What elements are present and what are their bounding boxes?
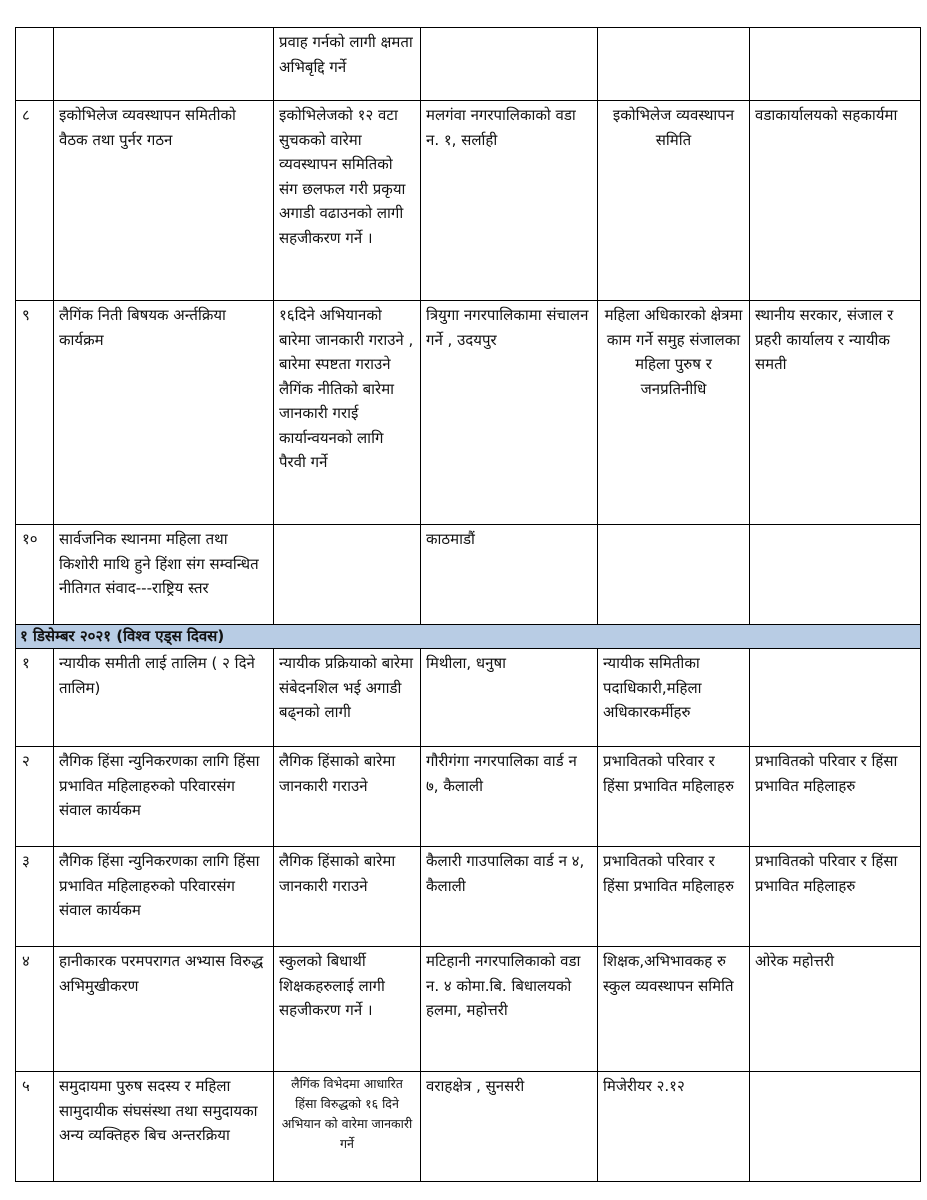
activity-cell: लैगिक हिंसा न्युनिकरणका लागि हिंसा प्रभावित महिलाहरुको परिवारसंग संवाल कार्यकम xyxy=(54,847,274,947)
table-row xyxy=(16,649,921,747)
purpose-cell: लैगिक हिंसाको बारेमा जानकारी गराउने xyxy=(274,747,421,847)
row-number: ८ xyxy=(16,101,54,301)
table-row xyxy=(16,1072,921,1182)
location-cell: कैलारी गाउपालिका वार्ड न ४, कैलाली xyxy=(421,847,598,947)
participants-cell xyxy=(598,28,750,101)
location-cell: त्रियुगा नगरपालिकामा संचालन गर्ने , उदयपुर xyxy=(421,301,598,525)
row-number: ४ xyxy=(16,947,54,1072)
table-row xyxy=(16,301,921,525)
location-cell: काठमाडौं xyxy=(421,525,598,625)
activity-table xyxy=(15,27,921,1182)
activity-cell: इकोभिलेज व्यवस्थापन समितीको वैठक तथा पुर्नर गठन xyxy=(54,101,274,301)
purpose-cell: स्कुलको बिधार्थी शिक्षकहरुलाई लागी सहजीकरण गर्ने । xyxy=(274,947,421,1072)
row-number: ३ xyxy=(16,847,54,947)
coordination-cell xyxy=(750,525,921,625)
participants-cell: शिक्षक,अभिभावकह रु स्कुल व्यवस्थापन समिति xyxy=(598,947,750,1072)
participants-cell: प्रभावितको परिवार र हिंसा प्रभावित महिलाहरु xyxy=(598,847,750,947)
purpose-cell: लैगिक हिंसाको बारेमा जानकारी गराउने xyxy=(274,847,421,947)
activity-cell: लैगिक हिंसा न्युनिकरणका लागि हिंसा प्रभावित महिलाहरुको परिवारसंग संवाल कार्यकम xyxy=(54,747,274,847)
location-cell: मटिहानी नगरपालिकाको वडा न. ४ कोमा.बि. बिधालयको हलमा, महोत्तरी xyxy=(421,947,598,1072)
table-row xyxy=(16,101,921,301)
coordination-cell: ओरेक महोत्तरी xyxy=(750,947,921,1072)
participants-cell: इकोभिलेज व्यवस्थापन समिति xyxy=(598,101,750,301)
coordination-cell xyxy=(750,649,921,747)
table-row xyxy=(16,847,921,947)
table-row xyxy=(16,947,921,1072)
activity-cell: लैगिंक निती बिषयक अर्न्तक्रिया कार्यक्रम xyxy=(54,301,274,525)
activity-cell: सार्वजनिक स्थानमा महिला तथा किशोरी माथि हुने हिंशा संग सम्वन्धित नीतिगत संवाद---राष्ट्रिय स्तर xyxy=(54,525,274,625)
activity-cell: हानीकारक परमपरागत अभ्यास विरुद्ध अभिमुखीकरण xyxy=(54,947,274,1072)
purpose-cell: लैगिंक विभेदमा आधारित हिंसा विरुद्धको १६ दिने अभियान को वारेमा जानकारी गर्ने xyxy=(274,1072,421,1182)
section-header-row xyxy=(16,625,921,649)
table-row xyxy=(16,28,921,101)
coordination-cell: प्रभावितको परिवार र हिंसा प्रभावित महिलाहरु xyxy=(750,847,921,947)
purpose-cell xyxy=(274,525,421,625)
location-cell: मिथीला, धनुषा xyxy=(421,649,598,747)
activity-cell: न्यायीक समीती लाई तालिम ( २ दिने तालिम) xyxy=(54,649,274,747)
table-row xyxy=(16,525,921,625)
activity-cell: समुदायमा पुरुष सदस्य र महिला सामुदायीक संघसंस्था तथा समुदायका अन्य व्यक्तिहरु बिच अन्तरक्रिया xyxy=(54,1072,274,1182)
location-cell xyxy=(421,28,598,101)
coordination-cell: स्थानीय सरकार, संजाल र प्रहरी कार्यालय र न्यायीक समती xyxy=(750,301,921,525)
row-number: २ xyxy=(16,747,54,847)
section-title: १ डिसेम्बर २०२१ (विश्व एड्स दिवस) xyxy=(16,625,921,649)
row-number: ५ xyxy=(16,1072,54,1182)
coordination-cell xyxy=(750,1072,921,1182)
row-number: १० xyxy=(16,525,54,625)
participants-cell: प्रभावितको परिवार र हिंसा प्रभावित महिलाहरु xyxy=(598,747,750,847)
location-cell: गौरीगंगा नगरपालिका वार्ड न ७, कैलाली xyxy=(421,747,598,847)
row-number: १ xyxy=(16,649,54,747)
coordination-cell xyxy=(750,28,921,101)
purpose-cell: १६दिने अभियानको बारेमा जानकारी गराउने , बारेमा स्पष्टता गराउने लैगिंक नीतिको बारेमा जानकारी गराई कार्यान्वयनको लागि पैरवी गर्ने xyxy=(274,301,421,525)
coordination-cell: प्रभावितको परिवार र हिंसा प्रभावित महिलाहरु xyxy=(750,747,921,847)
activity-cell xyxy=(54,28,274,101)
participants-cell: न्यायीक समितीका पदाधिकारी,महिला अधिकारकर्मीहरु xyxy=(598,649,750,747)
participants-cell: मिजेरीयर २.१२ xyxy=(598,1072,750,1182)
location-cell: मलगंवा नगरपालिकाको वडा न. १, सर्लाही xyxy=(421,101,598,301)
row-number xyxy=(16,28,54,101)
participants-cell: महिला अधिकारको क्षेत्रमा काम गर्ने समुह संजालका महिला पुरुष र जनप्रतिनीधि xyxy=(598,301,750,525)
purpose-cell: न्यायीक प्रक्रियाको बारेमा संबेदनशिल भई अगाडी बढ्नको लागी xyxy=(274,649,421,747)
row-number: ९ xyxy=(16,301,54,525)
participants-cell xyxy=(598,525,750,625)
purpose-cell: प्रवाह गर्नको लागी क्षमता अभिबृद्दि गर्ने xyxy=(274,28,421,101)
location-cell: वराहक्षेत्र , सुनसरी xyxy=(421,1072,598,1182)
purpose-cell: इकोभिलेजको १२ वटा सुचकको वारेमा व्यवस्थापन समितिको संग छलफल गरी प्रकृया अगाडी वढाउनको लागी सहजीकरण गर्ने । xyxy=(274,101,421,301)
coordination-cell: वडाकार्यालयको सहकार्यमा xyxy=(750,101,921,301)
table-row xyxy=(16,747,921,847)
